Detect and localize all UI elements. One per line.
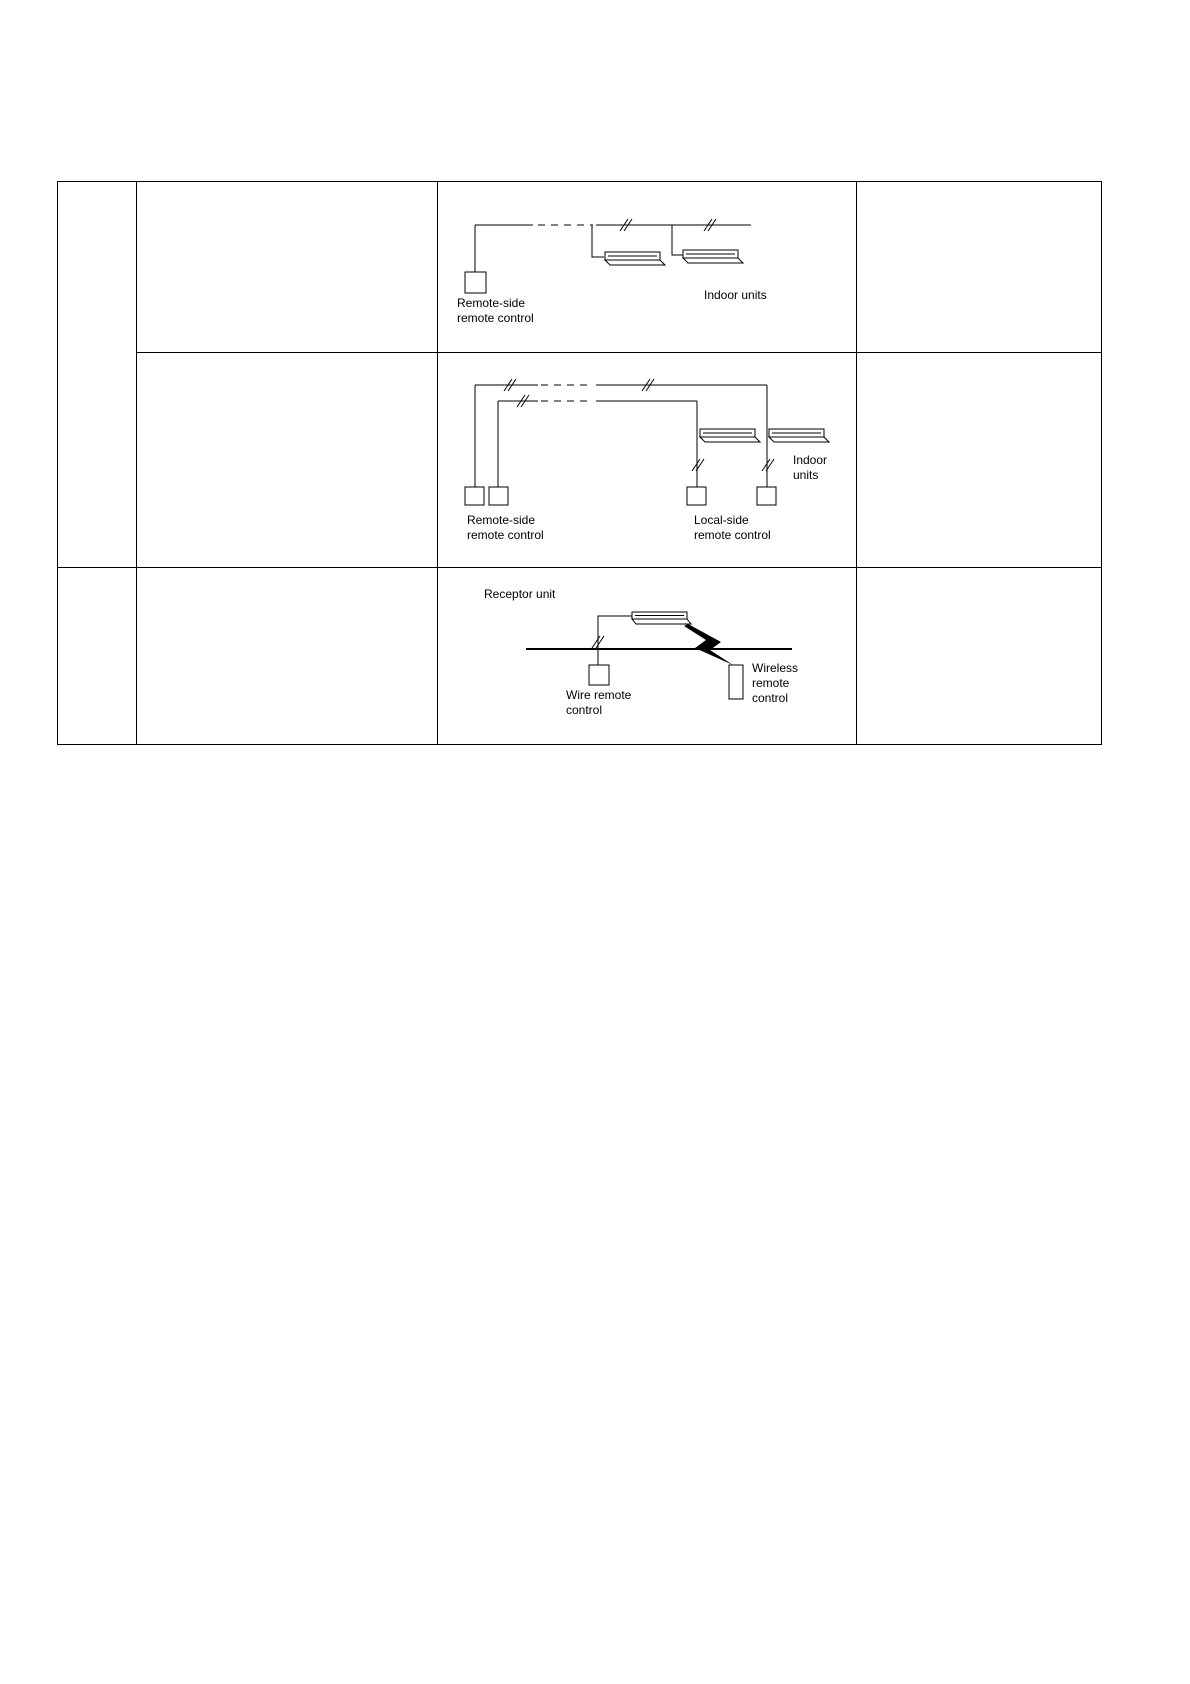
wireless-remote-label: Wireless [752, 661, 799, 675]
local-control-icon [687, 487, 706, 505]
notes-cell [857, 182, 1102, 353]
wireless-remote-label-2: remote [752, 676, 790, 690]
local-side-label-2: remote control [694, 528, 771, 542]
table-row [58, 353, 1102, 568]
remote-side-label-2: remote control [457, 311, 534, 325]
remote-control-icon [489, 487, 508, 505]
description-cell [137, 182, 438, 353]
notes-cell [857, 568, 1102, 745]
wire-remote-label-2: control [566, 703, 603, 717]
indoor-units-label-2: units [793, 468, 819, 482]
indoor-units-label: Indoor [793, 453, 828, 467]
indoor-unit-icon [683, 250, 743, 263]
notes-cell [857, 353, 1102, 568]
description-cell [137, 353, 438, 568]
remote-side-label: Remote-side [457, 296, 526, 310]
receptor-wire [598, 616, 632, 665]
wireless-remote-label-3: control [752, 691, 789, 705]
local-control-icon [757, 487, 776, 505]
two-remote-controls-diagram [438, 182, 857, 352]
table-row [58, 568, 1102, 745]
cut-mark [762, 459, 774, 471]
indoor-units-label: Indoor units [704, 288, 767, 302]
description-cell [137, 568, 438, 745]
wireless-remote-diagram [438, 568, 857, 744]
remote-and-local-controls-diagram [438, 353, 857, 567]
indoor-unit-icon [605, 252, 665, 265]
cut-mark [692, 459, 704, 471]
remote-control-icon [465, 487, 484, 505]
diagram-cell [438, 353, 857, 568]
row-group-cell [58, 182, 137, 568]
remote-side-label: Remote-side [467, 513, 536, 527]
local-side-label: Local-side [694, 513, 749, 527]
signal-bolt-icon [684, 624, 733, 665]
indoor-drop [672, 225, 683, 255]
diagram-cell [438, 182, 857, 353]
wire-remote-label: Wire remote [566, 688, 632, 702]
receptor-unit-label: Receptor unit [484, 587, 556, 601]
wire-remote-icon [589, 665, 609, 685]
row-group-cell [58, 568, 137, 745]
indoor-drop [592, 225, 604, 257]
indoor-unit-icon [769, 429, 829, 442]
diagram-cell [438, 568, 857, 745]
indoor-unit-icon [700, 429, 760, 442]
wireless-remote-icon [729, 665, 743, 699]
remote-side-label-2: remote control [467, 528, 544, 542]
remote-control-icon [465, 272, 486, 293]
receptor-unit-icon [632, 612, 691, 624]
table-row [58, 182, 1102, 353]
remote-control-table [57, 181, 1102, 745]
